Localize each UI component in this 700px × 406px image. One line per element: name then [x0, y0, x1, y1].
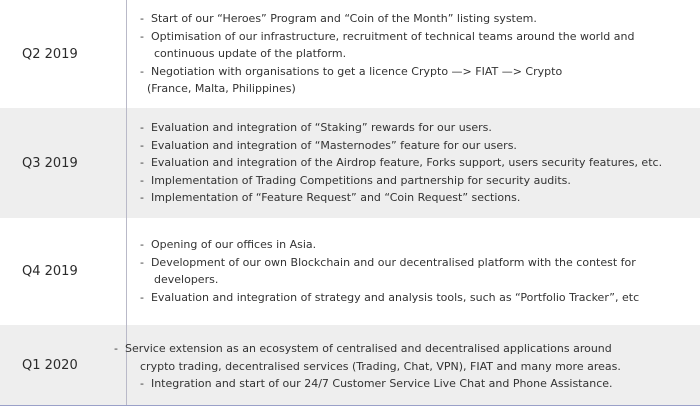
milestone-item: - Evaluation and integration of “Staking” rewards for our users.	[140, 121, 492, 134]
quarter-label: Q2 2019	[22, 46, 78, 62]
milestone-item: - Start of our “Heroes” Program and “Coin of the Month” listing system.	[140, 12, 537, 25]
milestone-item: - Evaluation and integration of strategy and analysis tools, such as “Portfolio Tracker”, etc	[140, 290, 640, 304]
milestone-list	[140, 10, 690, 98]
milestone-item: - Service extension as an ecosystem of centralised and decentralised applications around crypto trading, decentralised services (Trading, Chat, VPN), FIAT and many more areas.	[114, 342, 621, 373]
roadmap-row-q1-2020	[0, 325, 700, 406]
milestone-item: - Evaluation and integration of “Masternodes” feature for our users.	[140, 138, 517, 152]
roadmap-row-q3-2019	[0, 108, 700, 218]
roadmap-row-q2-2019	[0, 0, 700, 108]
milestone-item: - Optimisation of our infrastructure, recruitment of technical teams around the world and continuous update of the platform.	[140, 29, 635, 61]
milestone-item: - Implementation of “Feature Request” and “Coin Request” sections.	[140, 191, 521, 205]
milestone-item: - Negotiation with organisations to get a licence Crypto —> FIAT —> Crypto (France, Malta, Philippines)	[140, 64, 563, 96]
milestone-list	[140, 119, 690, 207]
milestone-item: - Integration and start of our 24/7 Customer Service Live Chat and Phone Assistance.	[140, 377, 613, 391]
milestone-item: - Implementation of Trading Competitions and partnership for security audits.	[140, 173, 571, 187]
quarter-label: Q3 2019	[22, 155, 78, 171]
quarter-label: Q1 2020	[22, 358, 78, 373]
column-divider	[126, 108, 127, 218]
quarter-label: Q4 2019	[22, 264, 78, 279]
milestone-list	[140, 236, 690, 306]
milestone-item: - Development of our own Blockchain and our decentralised platform with the contest for developers.	[140, 255, 636, 287]
column-divider	[126, 0, 127, 108]
milestone-list	[114, 340, 690, 393]
milestone-item: - Evaluation and integration of the Airdrop feature, Forks support, users security features, etc.	[140, 156, 663, 170]
column-divider	[126, 218, 127, 325]
milestone-item: - Opening of our offices in Asia.	[140, 238, 317, 251]
roadmap-row-q4-2019	[0, 218, 700, 325]
